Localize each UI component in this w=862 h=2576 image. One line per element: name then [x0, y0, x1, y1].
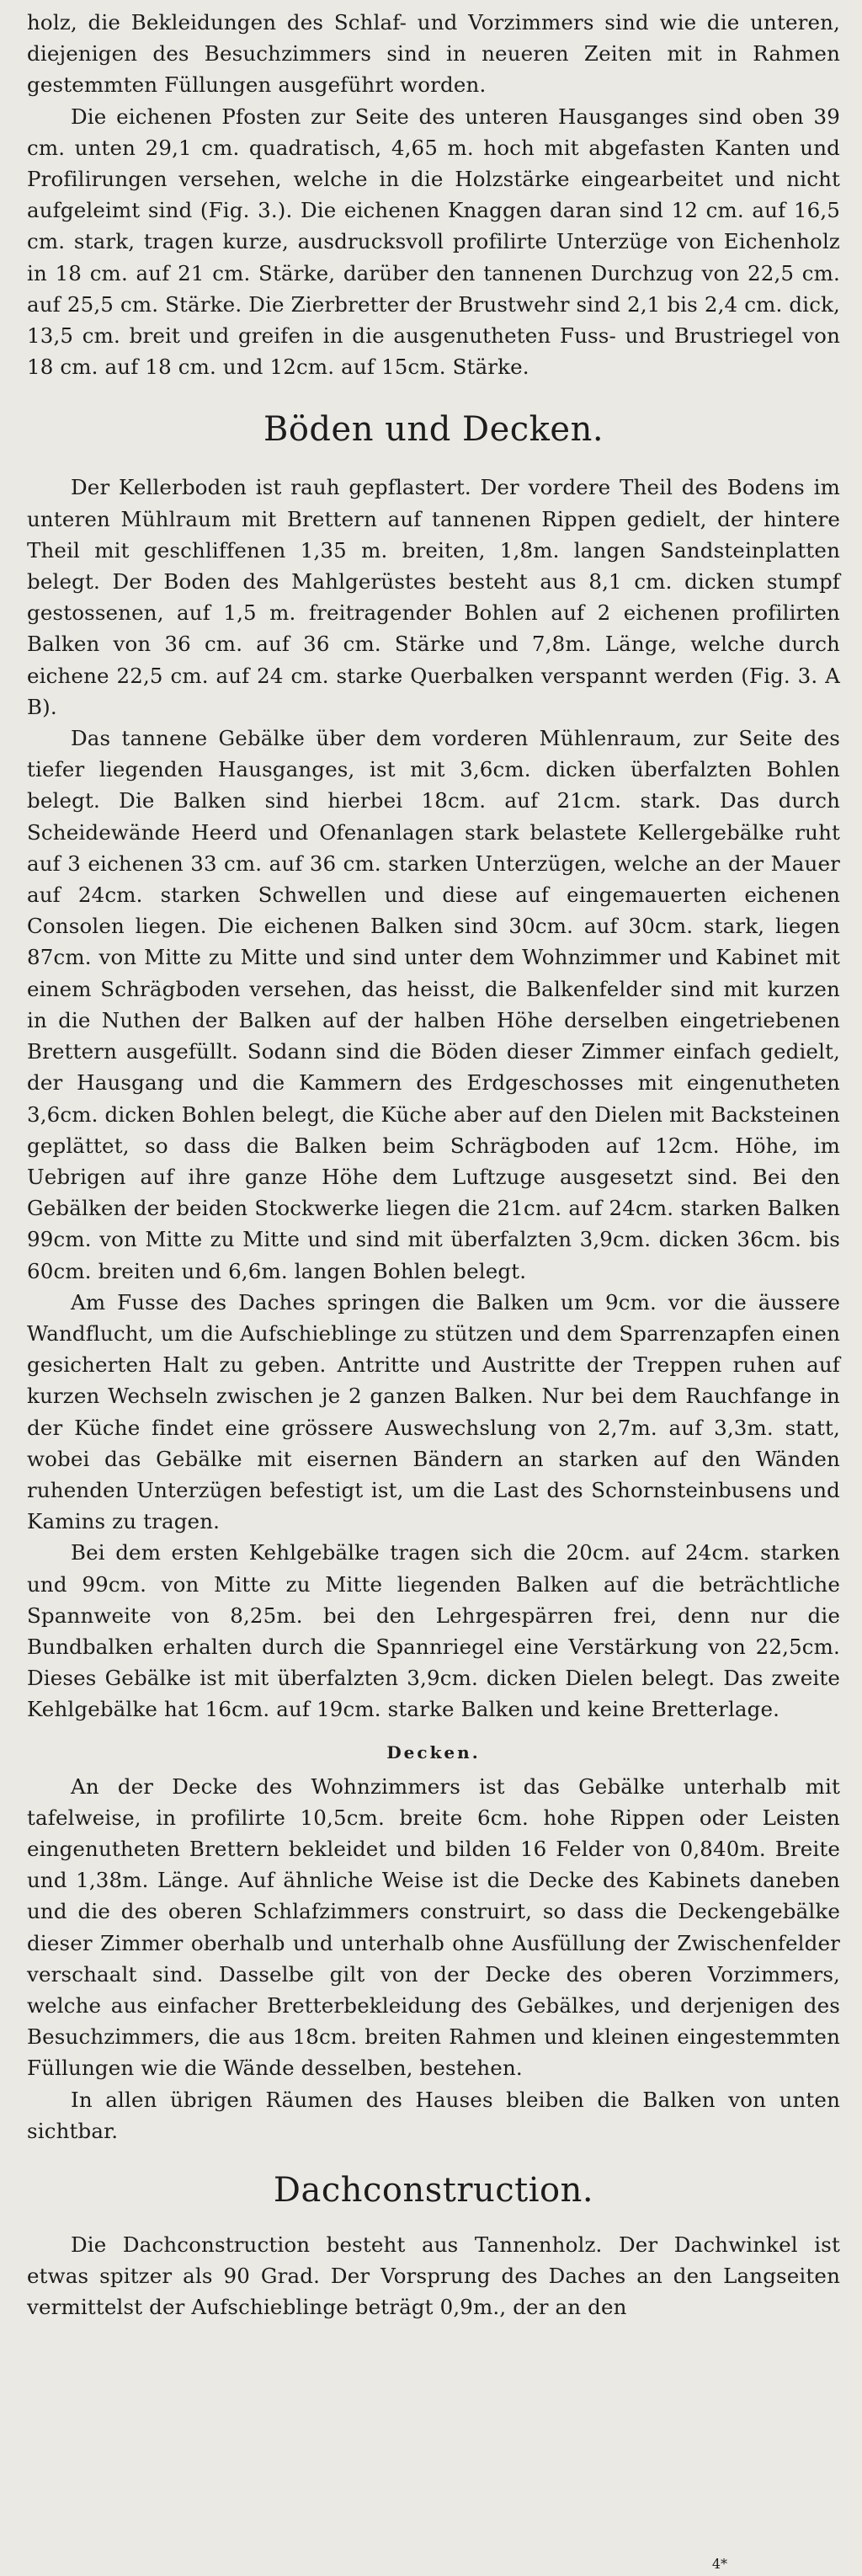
decken-paragraph-uebrige-raeume: In allen übrigen Räumen des Hauses bleiben die Balken von unten sichtbar.	[27, 2087, 840, 2143]
decken-paragraph-wohnzimmer: An der Decke des Wohnzimmers ist das Gebälke unterhalb mit tafelweise, in profilirte 10,5cm. breite 6cm. hohe Rippen oder Leisten eingenutheten Brettern bekleidet und bilden 16 Felder von 0,840m. Breite und 1,38m. Länge. Auf ähnliche Weise ist die Decke des Kabinets daneben und die des oberen Schlafzimmers construirt, so dass die Deckengebälke dieser Zimmer oberhalb und unterhalb ohne Ausfüllung der Zwischenfelder verschaalt sind. Dasselbe gilt von der Decke des oberen Vorzimmers, welche aus einfacher Bretterbekleidung des Gebälkes, und derjenigen des Besuchzimmers, die aus 18cm. breiten Rahmen und kleinen eingestemmten Füllungen wie die Wände desselben, bestehen.	[27, 1773, 840, 2081]
boeden-paragraph-dachfuss: Am Fusse des Daches springen die Balken um 9cm. vor die äussere Wandflucht, um die Aufschieblinge zu stützen und dem Sparrenzapfen einen gesicherten Halt zu geben. Antritte und Austritte der Treppen ruhen auf kurzen Wechseln zwischen je 2 ganzen Balken. Nur bei dem Rauchfange in der Küche findet eine grössere Auswechslung von 2,7m. auf 3,3m. statt, wobei das Gebälke mit eisernen Bändern an starken auf den Wänden ruhenden Unterzügen befestigt ist, um die Last des Schornsteinbusens und Kamins zu tragen.	[27, 1289, 840, 1534]
section-heading-dachconstruction: Dachconstruction.	[273, 2171, 594, 2210]
intro-paragraph-continuation: holz, die Bekleidungen des Schlaf- und Vorzimmers sind wie die unteren, diejenigen des Besuchzimmers sind in neueren Zeiten mit in Rahmen gestemmten Füllungen ausgeführt worden.	[27, 10, 840, 98]
boeden-paragraph-gebaelke: Das tannene Gebälke über dem vorderen Mühlenraum, zur Seite des tiefer liegenden Hausganges, ist mit 3,6cm. dicken überfalzten Bohlen belegt. Die Balken sind hierbei 18cm. auf 21cm. stark. Das durch Scheidewände Heerd und Ofenanlagen stark belastete Kellergebälke ruht auf 3 eichenen 33 cm. auf 36 cm. starken Unterzügen, welche an der Mauer auf 24cm. starken Schwellen und diese auf eingemauerten eichenen Consolen liegen. Die eichenen Balken sind 30cm. auf 30cm. stark, liegen 87cm. von Mitte zu Mitte und sind unter dem Wohnzimmer und Kabinet mit einem Schrägboden versehen, das heisst, die Balkenfelder sind mit kurzen in die Nuthen der Balken auf der halben Höhe derselben eingetriebenen Brettern ausgefüllt. Sodann sind die Böden dieser Zimmer einfach gedielt, der Hausgang und die Kammern des Erdgeschosses mit eingenutheten 3,6cm. dicken Bohlen belegt, die Küche aber auf den Dielen mit Backsteinen geplättet, so dass die Balken beim Schrägboden auf 12cm. Höhe, im Uebrigen auf ihre ganze Höhe dem Luftzuge ausgesetzt sind. Bei den Gebälken der beiden Stockwerke liegen die 21cm. auf 24cm. starken Balken 99cm. von Mitte zu Mitte und sind mit überfalzten 3,9cm. dicken 36cm. bis 60cm. breiten und 6,6m. langen Bohlen belegt.	[27, 726, 840, 1283]
section-heading-boeden-und-decken: Böden und Decken.	[263, 410, 604, 450]
intro-paragraph-pfosten: Die eichenen Pfosten zur Seite des unteren Hausganges sind oben 39 cm. unten 29,1 cm. quadratisch, 4,65 m. hoch mit abgefasten Kanten und Profilirungen versehen, welche in die Holzstärke eingearbeitet und nicht aufgeleimt sind (Fig. 3.). Die eichenen Knaggen daran sind 12 cm. auf 16,5 cm. stark, tragen kurze, ausdrucksvoll profilirte Unterzüge von Eichenholz in 18 cm. auf 21 cm. Stärke, darüber den tannenen Durchzug von 22,5 cm. auf 25,5 cm. Stärke. Die Zierbretter der Brustwehr sind 2,1 bis 2,4 cm. dick, 13,5 cm. breit und greifen in die ausgenutheten Fuss- und Brustriegel von 18 cm. auf 18 cm. und 12cm. auf 15cm. Stärke.	[27, 104, 840, 380]
subheading-decken: Decken.	[386, 1741, 481, 1763]
boeden-paragraph-kellerboden: Der Kellerboden ist rauh gepflastert. Der vordere Theil des Bodens im unteren Mühlraum mit Brettern auf tannenen Rippen gedielt, der hintere Theil mit geschliffenen 1,35 m. breiten, 1,8m. langen Sandsteinplatten belegt. Der Boden des Mahlgerüstes besteht aus 8,1 cm. dicken stumpf gestossenen, auf 1,5 m. freitragender Bohlen auf 2 eichenen profilirten Balken von 36 cm. auf 36 cm. Stärke und 7,8m. Länge, welche durch eichene 22,5 cm. auf 24 cm. starke Querbalken verspannt werden (Fig. 3. A B).	[27, 475, 840, 719]
dach-paragraph-intro: Die Dachconstruction besteht aus Tannenholz. Der Dachwinkel ist etwas spitzer als 90 Grad. Der Vorsprung des Daches an den Langseiten vermittelst der Aufschieblinge beträgt 0,9m., der an den	[27, 2232, 840, 2320]
printer-signature-mark: 4*	[711, 2556, 727, 2572]
boeden-paragraph-kehlgebaelke: Bei dem ersten Kehlgebälke tragen sich die 20cm. auf 24cm. starken und 99cm. von Mitte zu Mitte liegenden Balken auf die beträchtliche Spannweite von 8,25m. bei den Lehrgespärren frei, denn nur die Bundbalken erhalten durch die Spannriegel eine Verstärkung von 22,5cm. Dieses Gebälke ist mit überfalzten 3,9cm. dicken Dielen belegt. Das zweite Kehlgebälke hat 16cm. auf 19cm. starke Balken und keine Bretterlage.	[27, 1540, 840, 1722]
